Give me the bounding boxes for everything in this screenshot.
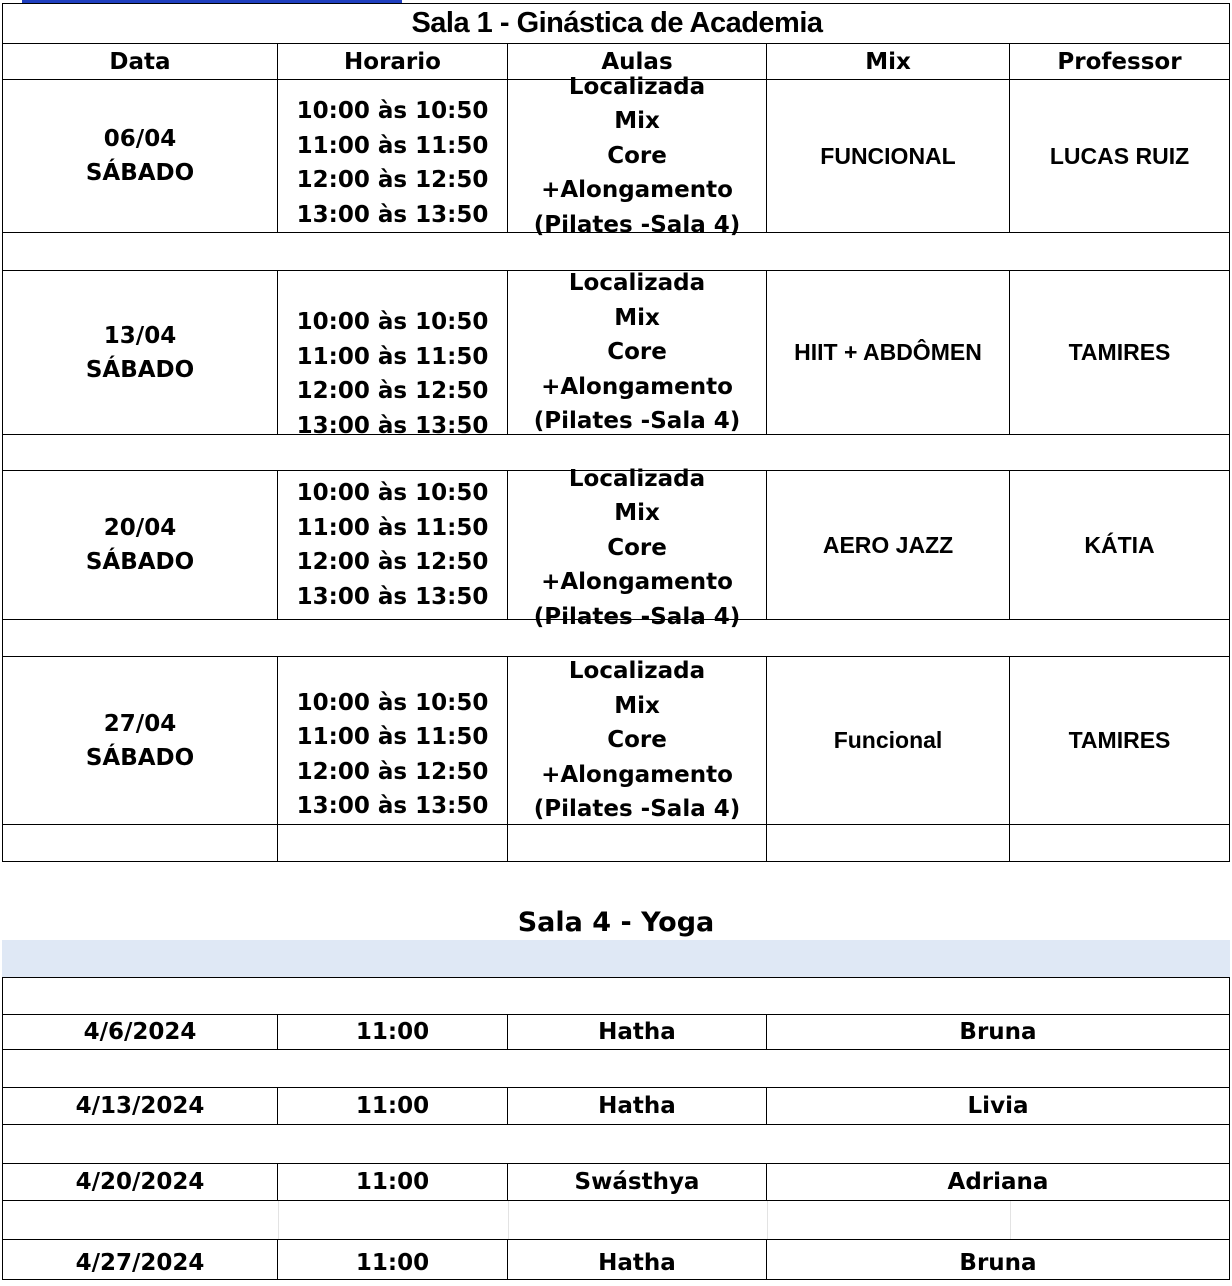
date-cell [2,271,277,434]
header-data: Data [2,44,277,79]
yoga-professor: Bruna [766,1015,1230,1049]
yoga-aula: Hatha [507,1088,766,1124]
times-cell [277,271,507,434]
table-row [2,465,1230,630]
faint-gridline [767,1201,1010,1239]
table-row [2,657,1230,825]
aula-item: (Pilates -Sala 4) [533,408,741,435]
yoga-time: 11:00 [277,1088,507,1124]
empty-cell [507,825,766,861]
empty-row [2,825,1230,862]
header-aulas: Aulas [507,44,766,79]
time-slot: 10:00 às 10:50 [296,309,489,335]
aula-item: (Pilates -Sala 4) [533,211,741,238]
time-slot: 12:00 às 12:50 [296,167,489,193]
table-row [2,1015,1230,1050]
faint-gridline [1010,1201,1231,1239]
day-value: SÁBADO [85,744,195,771]
yoga-professor: Adriana [766,1164,1230,1200]
table-row [2,73,1230,238]
aula-item: Localizada [568,73,706,100]
time-slot: 12:00 às 12:50 [296,549,489,575]
sala4-title-row [2,862,1230,940]
yoga-date: 4/27/2024 [2,1240,277,1279]
sala1-title-row [2,3,1230,44]
times-cell [277,471,507,619]
aulas-cell [507,657,766,824]
time-slot: 10:00 às 10:50 [296,480,489,506]
yoga-date: 4/6/2024 [2,1015,277,1049]
spacer-row [2,620,1230,657]
aula-item: Mix [614,500,660,527]
faint-gridline [278,1201,508,1239]
time-slot: 11:00 às 11:50 [296,724,489,750]
aula-item: Mix [614,108,660,135]
yoga-time: 11:00 [277,1164,507,1200]
table-row [2,1240,1230,1280]
time-slot: 11:00 às 11:50 [296,343,489,370]
yoga-time: 11:00 [277,1240,507,1279]
table-row [2,271,1230,435]
day-value: SÁBADO [85,356,195,383]
time-slot: 13:00 às 13:50 [296,412,489,434]
spacer-row [2,1201,1230,1240]
empty-cell [766,825,1009,861]
date-value: 06/04 [103,126,177,152]
aulas-cell [507,465,766,630]
yoga-date: 4/13/2024 [2,1088,277,1124]
aulas-cell [507,73,766,238]
yoga-professor: Livia [766,1088,1230,1124]
professor-cell: TAMIRES [1009,657,1230,824]
time-slot: 13:00 às 13:50 [296,583,489,610]
time-slot: 10:00 às 10:50 [296,98,489,124]
empty-cell [277,825,507,861]
time-slot: 13:00 às 13:50 [296,793,489,819]
times-cell [277,657,507,824]
day-value: SÁBADO [85,160,195,186]
header-band [2,940,1230,978]
spacer-row [2,1050,1230,1088]
day-value: SÁBADO [85,549,195,575]
professor-cell: TAMIRES [1009,271,1230,434]
header-horario: Horario [277,44,507,79]
aula-item: Mix [614,304,660,331]
aula-item: Core +Alongamento [541,727,733,788]
professor-cell: LUCAS RUIZ [1009,80,1230,232]
faint-gridline [508,1201,767,1239]
aula-item: Core +Alongamento [541,142,733,204]
aula-item: Localizada [568,270,706,297]
yoga-aula: Swásthya [507,1164,766,1200]
mix-cell: FUNCIONAL [766,80,1009,232]
aula-item: Localizada [568,658,706,685]
spacer-row [2,978,1230,1015]
spacer-row [2,1125,1230,1164]
date-value: 27/04 [103,710,177,737]
sala4-title: Sala 4 - Yoga [517,906,715,938]
time-slot: 11:00 às 11:50 [296,514,489,541]
aula-item: Core +Alongamento [541,339,733,400]
aula-item: Core +Alongamento [541,534,733,596]
mix-cell: HIIT + ABDÔMEN [766,271,1009,434]
date-cell [2,471,277,619]
yoga-aula: Hatha [507,1015,766,1049]
mix-cell: AERO JAZZ [766,471,1009,619]
yoga-professor: Bruna [766,1240,1230,1279]
aula-item: (Pilates -Sala 4) [533,796,741,823]
time-slot: 11:00 às 11:50 [296,132,489,159]
table-row [2,1088,1230,1125]
aula-item: Mix [614,692,660,719]
yoga-aula: Hatha [507,1240,766,1279]
mix-cell: Funcional [766,657,1009,824]
sala1-title: Sala 1 - Ginástica de Academia [411,7,823,39]
empty-cell [2,825,277,861]
aulas-cell [507,271,766,434]
date-value: 20/04 [103,515,177,541]
yoga-time: 11:00 [277,1015,507,1049]
professor-cell: KÁTIA [1009,471,1230,619]
header-professor: Professor [1009,44,1230,79]
time-slot: 10:00 às 10:50 [296,689,489,716]
time-slot: 12:00 às 12:50 [296,758,489,785]
aula-item: (Pilates -Sala 4) [533,603,741,630]
date-cell [2,657,277,824]
empty-cell [1009,825,1230,861]
date-value: 13/04 [103,322,177,349]
date-cell [2,80,277,232]
time-slot: 12:00 às 12:50 [296,378,489,404]
table-row [2,1164,1230,1201]
aula-item: Localizada [568,465,706,492]
yoga-date: 4/20/2024 [2,1164,277,1200]
header-mix: Mix [766,44,1009,79]
times-cell [277,80,507,232]
time-slot: 13:00 às 13:50 [296,201,489,228]
